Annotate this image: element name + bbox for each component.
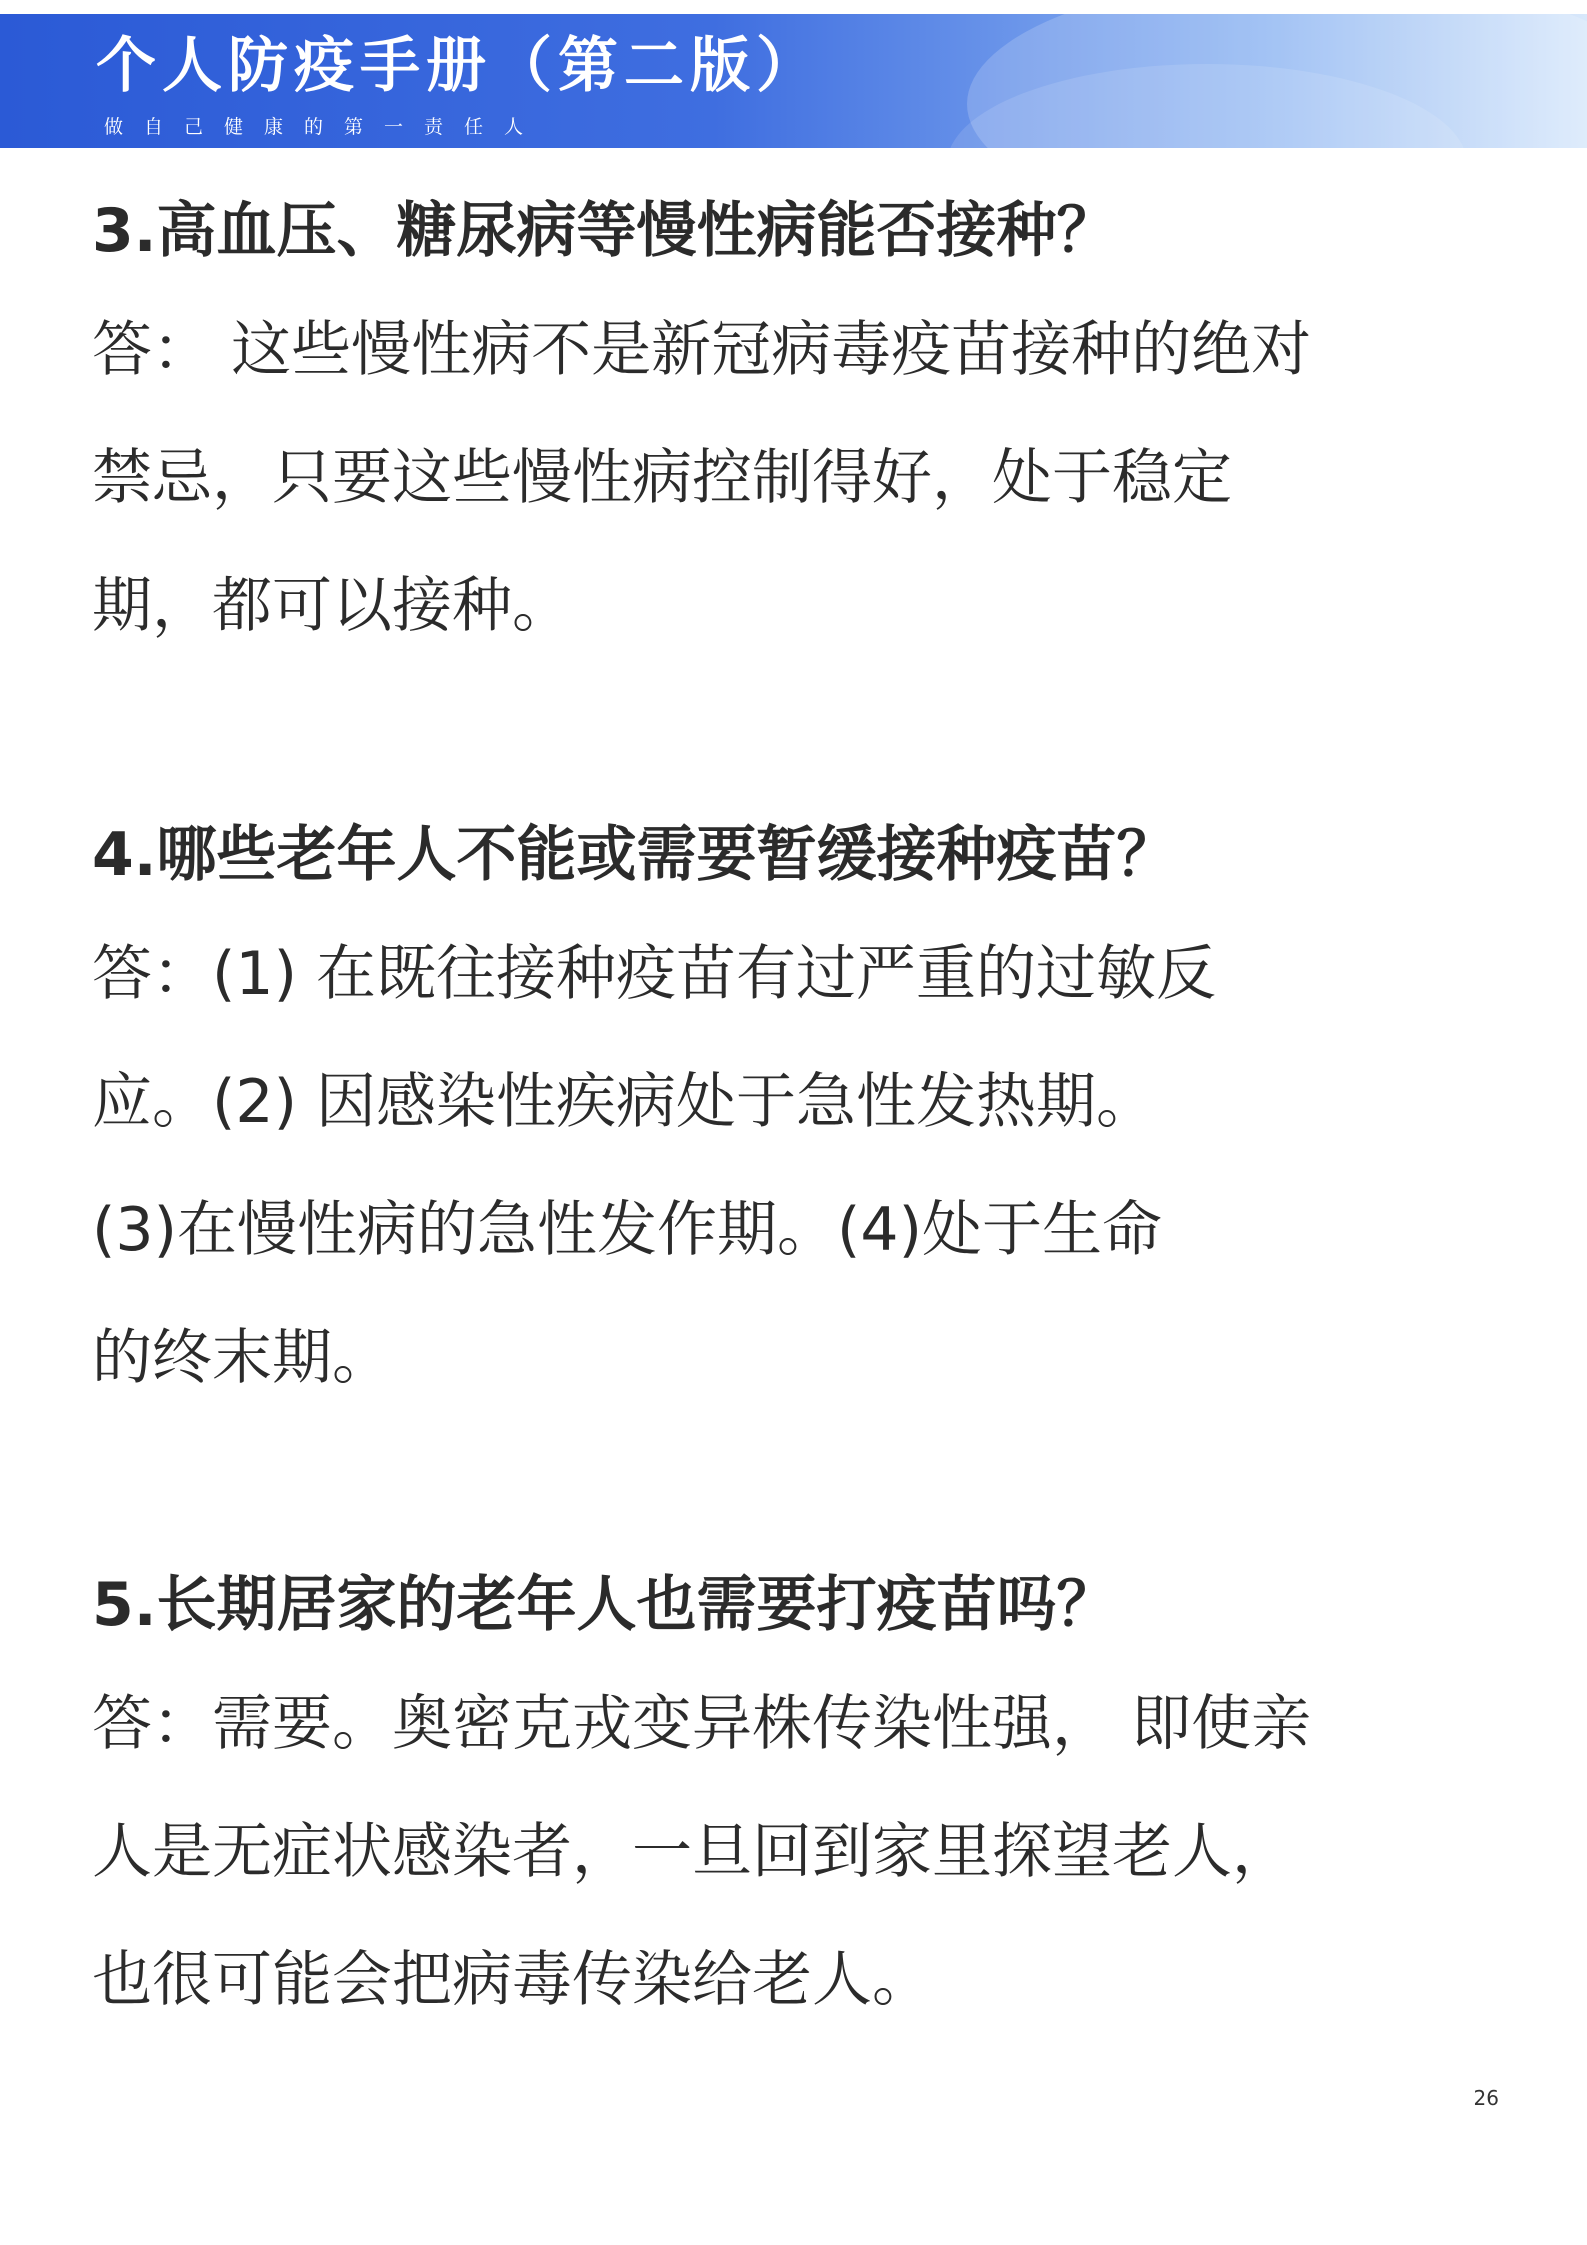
answer-line: 答： 这些慢性病不是新冠病毒疫苗接种的绝对 xyxy=(92,315,1312,385)
answer-line: 期，都可以接种。 xyxy=(92,571,572,641)
answer-line: 的终末期。 xyxy=(92,1323,392,1393)
document-subtitle: 做自己健康的第一责任人 xyxy=(104,116,545,138)
header-banner xyxy=(0,14,1587,148)
answer-line: (3)在慢性病的急性发作期。(4)处于生命 xyxy=(92,1195,1162,1265)
question-heading: 5.长期居家的老年人也需要打疫苗吗？ xyxy=(92,1570,1117,1640)
question-heading: 4.哪些老年人不能或需要暂缓接种疫苗？ xyxy=(92,820,1177,890)
answer-line: 也很可能会把病毒传染给老人。 xyxy=(92,1945,932,2015)
qa-section-3 xyxy=(92,186,1512,670)
answer-text xyxy=(92,910,1512,1422)
document-title: 个人防疫手册（第二版） xyxy=(96,31,822,101)
answer-line: 人是无症状感染者，一旦回到家里探望老人， xyxy=(92,1817,1292,1887)
qa-section-5 xyxy=(92,1560,1512,2044)
answer-line: 答：(1) 在既往接种疫苗有过严重的过敏反 xyxy=(92,939,1217,1009)
qa-section-4 xyxy=(92,810,1512,1422)
answer-line: 应。(2) 因感染性疾病处于急性发热期。 xyxy=(92,1067,1157,1137)
answer-line: 答：需要。奥密克戎变异株传染性强， 即使亲 xyxy=(92,1689,1312,1759)
answer-text xyxy=(92,286,1512,670)
answer-text xyxy=(92,1660,1512,2044)
page-number: 26 xyxy=(1473,2086,1499,2110)
question-heading: 3.高血压、糖尿病等慢性病能否接种？ xyxy=(92,196,1117,266)
answer-line: 禁忌，只要这些慢性病控制得好，处于稳定 xyxy=(92,443,1232,513)
